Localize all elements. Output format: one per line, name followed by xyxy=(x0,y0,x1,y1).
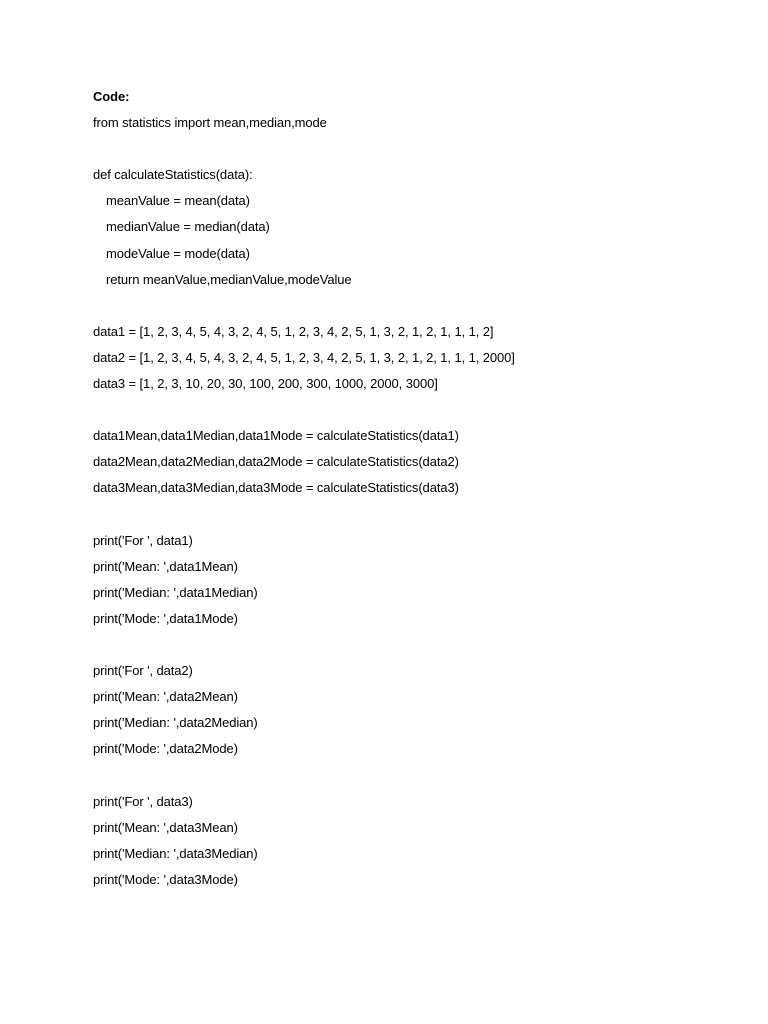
blank-line xyxy=(93,635,713,661)
code-line: print('Mode: ',data1Mode) xyxy=(93,610,238,626)
code-line: def calculateStatistics(data): xyxy=(93,167,253,183)
code-line: data1Mean,data1Median,data1Mode = calculateStatistics(data1) xyxy=(93,428,459,444)
code-line: print('Mean: ',data2Mean) xyxy=(93,689,238,705)
code-line: print('Mean: ',data1Mean) xyxy=(93,558,238,574)
code-line: meanValue = mean(data) xyxy=(106,193,250,209)
blank-line xyxy=(93,400,713,426)
code-line: modeValue = mode(data) xyxy=(106,245,250,261)
code-line: data1 = [1, 2, 3, 4, 5, 4, 3, 2, 4, 5, 1, 2, 3, 4, 2, 5, 1, 3, 2, 1, 2, 1, 1, 1, 2] xyxy=(93,323,494,339)
code-section xyxy=(93,87,713,896)
code-line: print('For ', data2) xyxy=(93,663,193,679)
code-line: print('Median: ',data2Median) xyxy=(93,715,258,731)
code-line: print('Mean: ',data3Mean) xyxy=(93,819,238,835)
code-line: print('Mode: ',data2Mode) xyxy=(93,741,238,757)
code-line: print('Median: ',data1Median) xyxy=(93,584,258,600)
code-line: data3 = [1, 2, 3, 10, 20, 30, 100, 200, 300, 1000, 2000, 3000] xyxy=(93,376,438,392)
code-line: print('For ', data1) xyxy=(93,532,193,548)
section-heading: Code: xyxy=(93,89,130,104)
code-line: data2 = [1, 2, 3, 4, 5, 4, 3, 2, 4, 5, 1, 2, 3, 4, 2, 5, 1, 3, 2, 1, 2, 1, 1, 1, 2000] xyxy=(93,349,515,365)
code-line: data3Mean,data3Median,data3Mode = calculateStatistics(data3) xyxy=(93,480,459,496)
code-line: return meanValue,medianValue,modeValue xyxy=(106,271,352,287)
blank-line xyxy=(93,139,713,165)
code-line: medianValue = median(data) xyxy=(106,219,270,235)
code-block xyxy=(93,113,713,896)
code-line: print('For ', data3) xyxy=(93,793,193,809)
code-line: print('Mode: ',data3Mode) xyxy=(93,871,238,887)
blank-line xyxy=(93,296,713,322)
code-line: data2Mean,data2Median,data2Mode = calculateStatistics(data2) xyxy=(93,454,459,470)
code-line: print('Median: ',data3Median) xyxy=(93,845,258,861)
code-line: from statistics import mean,median,mode xyxy=(93,115,327,131)
blank-line xyxy=(93,505,713,531)
blank-line xyxy=(93,765,713,791)
